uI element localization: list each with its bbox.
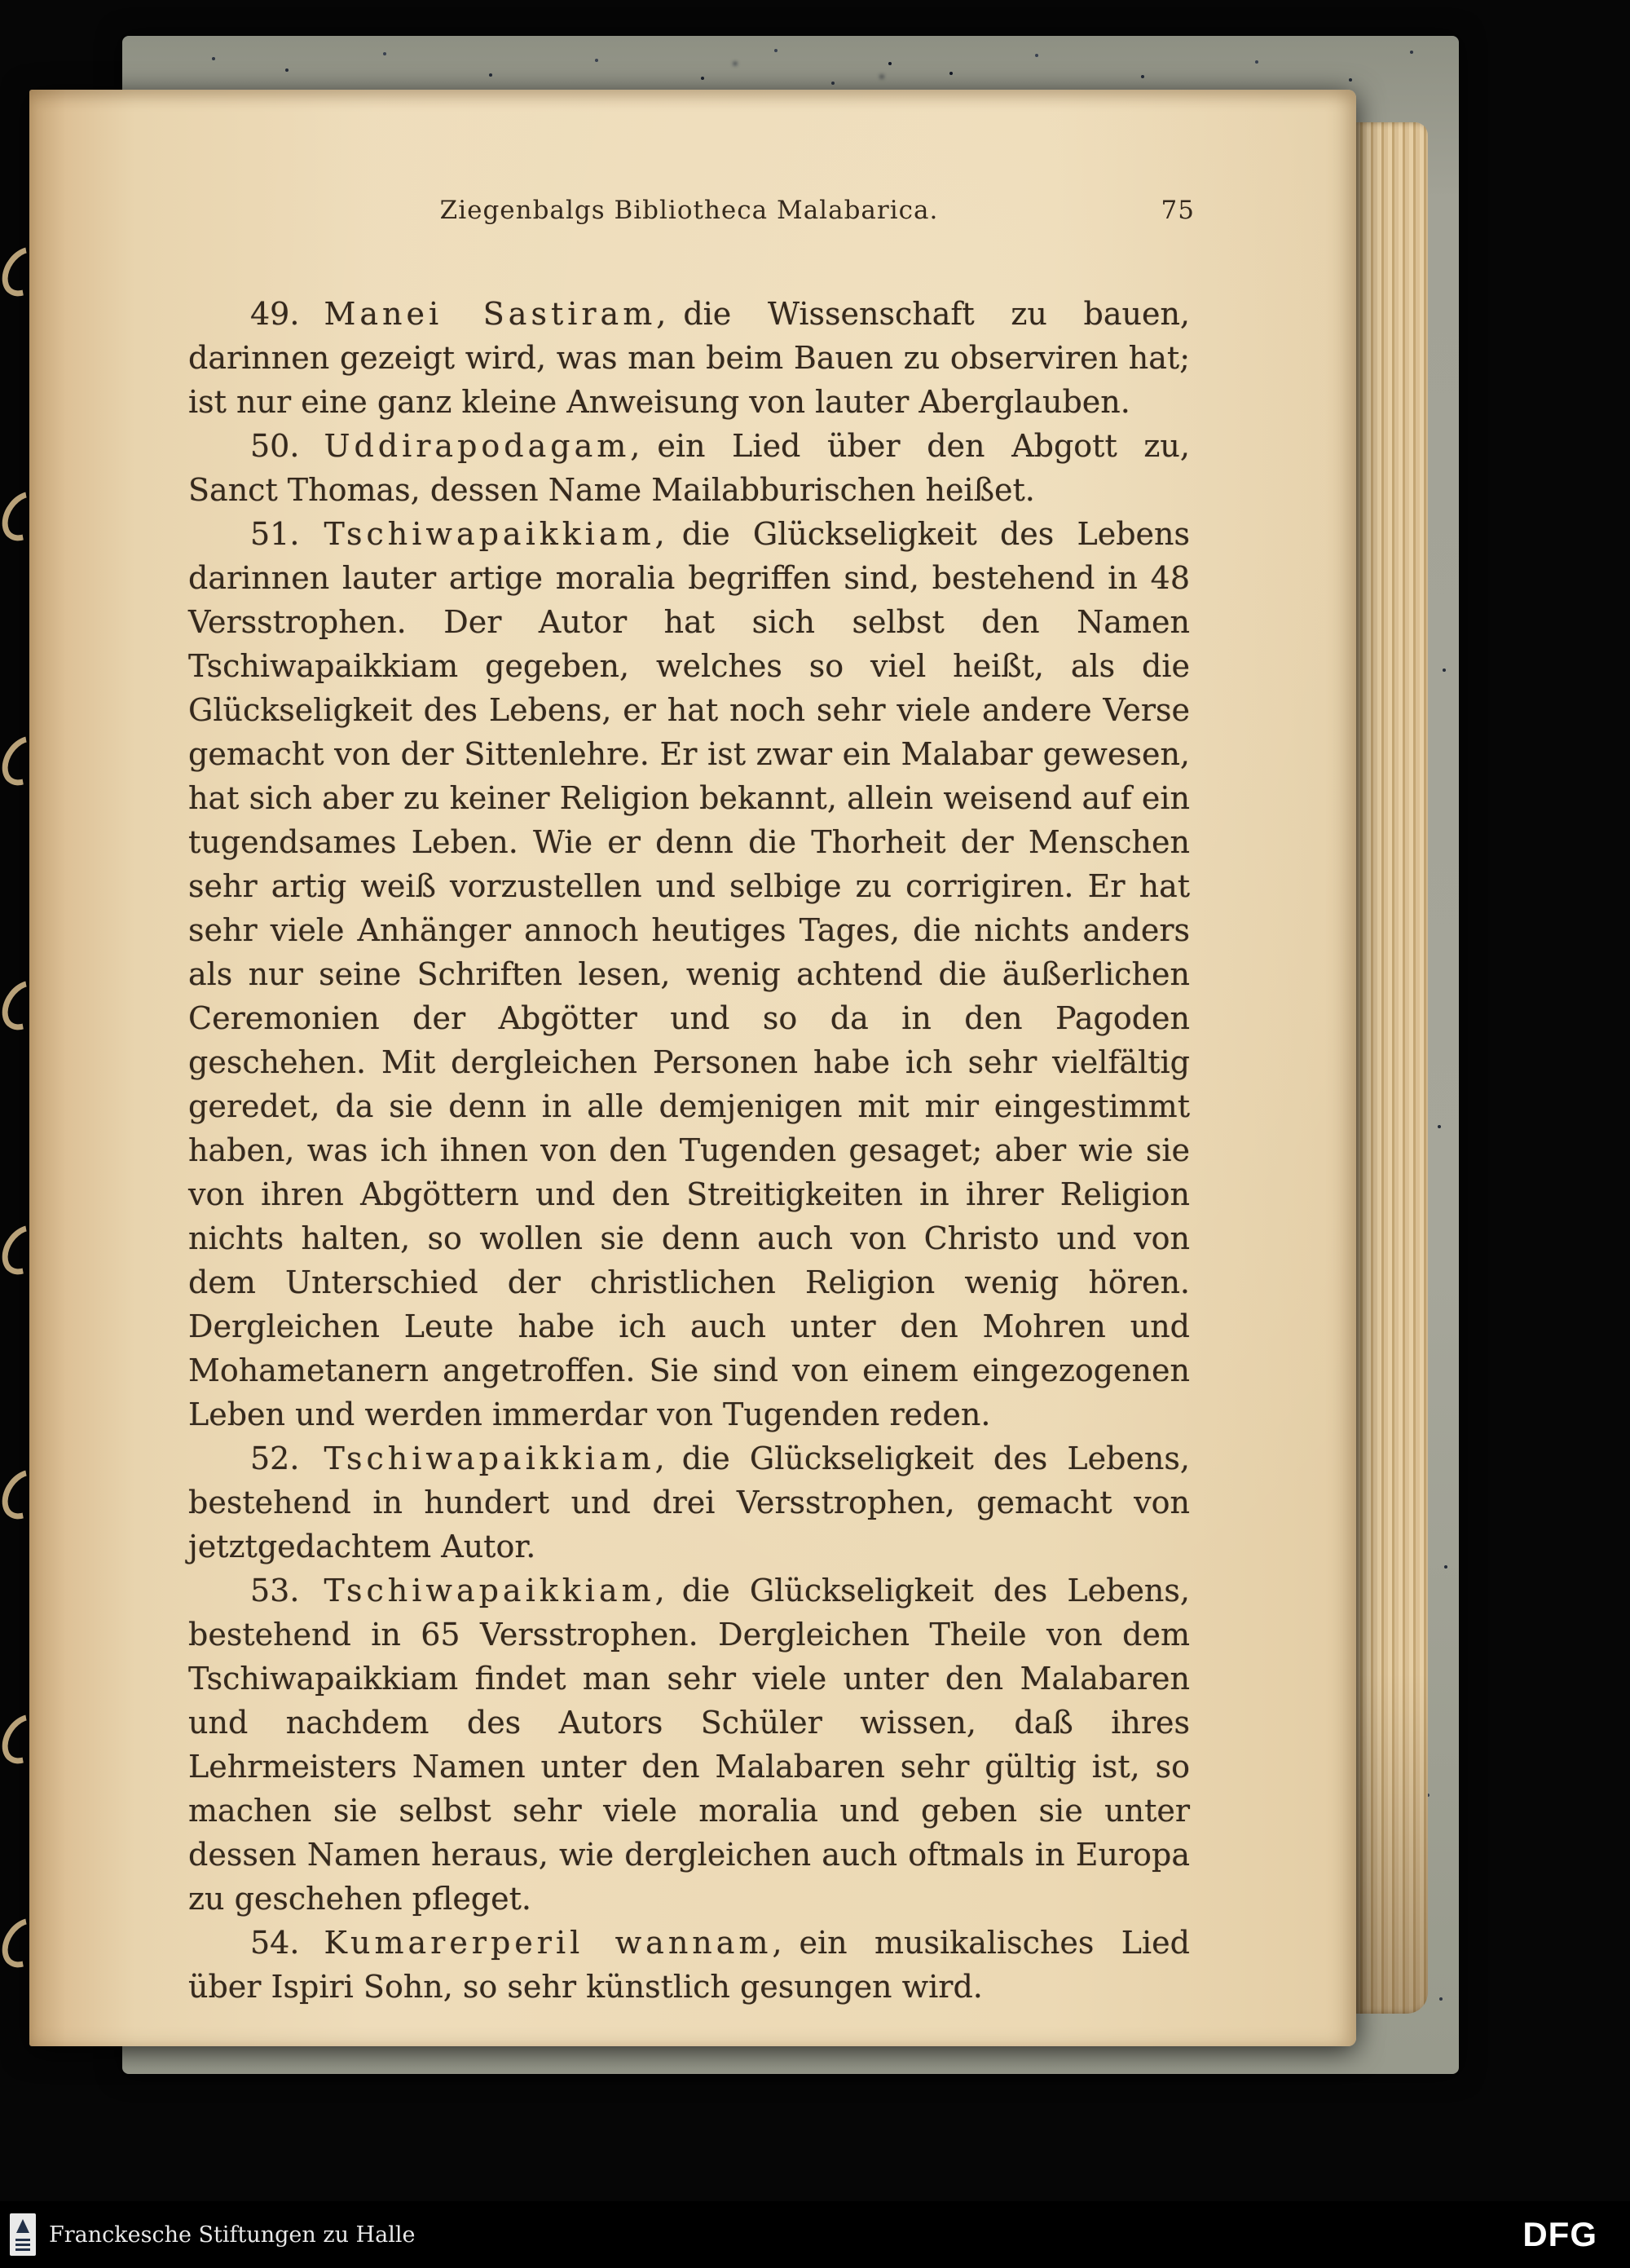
entry-title: Tschiwapaikkiam, <box>324 516 669 552</box>
page-header <box>188 196 1195 233</box>
entry-52 <box>188 1436 1190 1569</box>
entry-text: die Wissenschaft zu bauen, darinnen gezeigt wird, was man beim Bauen zu observiren hat; ist nur eine ganz kleine Anweisung von lauter Aberglauben. <box>188 296 1190 420</box>
entry-text: die Glückseligkeit des Lebens, bestehend in 65 Versstrophen. Dergleichen Theile von dem Tschiwapaikkiam findet man sehr viele unter den Malabaren und nachdem des Autors Schüler wissen, daß ihres Lehrmeisters Namen unter den Malabaren sehr gültig ist, so machen sie selbst sehr viele moralia und geben sie unter dessen Namen heraus, wie dergleichen auch oftmals in Europa zu geschehen pfleget. <box>188 1573 1190 1917</box>
entry-number: 54. <box>250 1925 300 1961</box>
entry-text: die Glückseligkeit des Lebens darinnen lauter artige moralia begriffen sind, bestehend in 48 Versstrophen. Der Autor hat sich selbst den Namen Tschiwapaikkiam gegeben, welches so viel heißt, als die Glückseligkeit des Lebens, er hat noch sehr viele andere Verse gemacht von der Sittenlehre. Er ist zwar ein Malabar gewesen, hat sich aber zu keiner Religion bekannt, allein weisend auf ein tugendsames Leben. Wie er denn die Thorheit der Menschen sehr artig weiß vorzustellen und selbige zu corrigiren. Er hat sehr viele Anhänger annoch heutiges Tages, die nichts anders als nur seine Schriften lesen, wenig achtend die äußerlichen Ceremonien der Abgötter und so da in den Pagoden geschehen. Mit dergleichen Personen habe ich sehr vielfältig geredet, da sie denn in alle demjenigen mit mir eingestimmt haben, was ich ihnen von den Tugenden gesaget; aber wie sie von ihren Abgöttern und den Streitigkeiten in ihrer Religion nichts halten, so wollen sie denn auch von Christo und von dem Unterschied der christlichen Religion wenig hören. Dergleichen Leute habe ich auch unter den Mohren und Mohametanern angetroffen. Sie sind von einem eingezogenen Leben und werden immerdar von Tugenden reden. <box>188 516 1190 1432</box>
cover-speckles-top <box>212 57 215 60</box>
entry-number: 50. <box>250 428 300 464</box>
franckesche-stiftungen-logo <box>10 2213 36 2256</box>
page-number: 75 <box>1161 196 1195 225</box>
entry-number: 53. <box>250 1573 300 1608</box>
entry-text: ein musikalisches Lied über Ispiri Sohn, so sehr künstlich gesungen wird. <box>188 1925 1190 2005</box>
entry-54 <box>188 1921 1190 2009</box>
text-block <box>188 292 1190 2009</box>
entry-number: 49. <box>250 296 300 332</box>
running-title: Ziegenbalgs Bibliotheca Malabarica. <box>439 196 939 225</box>
entry-53 <box>188 1569 1190 1921</box>
entry-text: die Glückseligkeit des Lebens, bestehend in hundert und drei Versstrophen, gemacht von jetztgedachtem Autor. <box>188 1441 1190 1564</box>
entry-50 <box>188 424 1190 512</box>
entry-title: Kumarerperil wannam, <box>324 1925 786 1961</box>
entry-title: Uddirapodagam, <box>324 428 645 464</box>
book-page <box>29 90 1356 2046</box>
entry-title: Tschiwapaikkiam, <box>324 1441 669 1476</box>
footer-bar <box>0 2201 1630 2268</box>
entry-51 <box>188 512 1190 1436</box>
entry-number: 51. <box>250 516 300 552</box>
footer-left <box>10 2213 415 2256</box>
institution-label: Franckesche Stiftungen zu Halle <box>49 2222 416 2248</box>
entry-text: ein Lied über den Abgott zu, Sanct Thomas, dessen Name Mailabburischen heißet. <box>188 428 1190 508</box>
page-edge-stack <box>1356 122 1428 2014</box>
entry-title: Manei Sastiram, <box>324 296 671 332</box>
entry-number: 52. <box>250 1441 300 1476</box>
entry-49 <box>188 292 1190 424</box>
dfg-logo: DFG <box>1522 2215 1597 2253</box>
entry-title: Tschiwapaikkiam, <box>324 1573 669 1608</box>
